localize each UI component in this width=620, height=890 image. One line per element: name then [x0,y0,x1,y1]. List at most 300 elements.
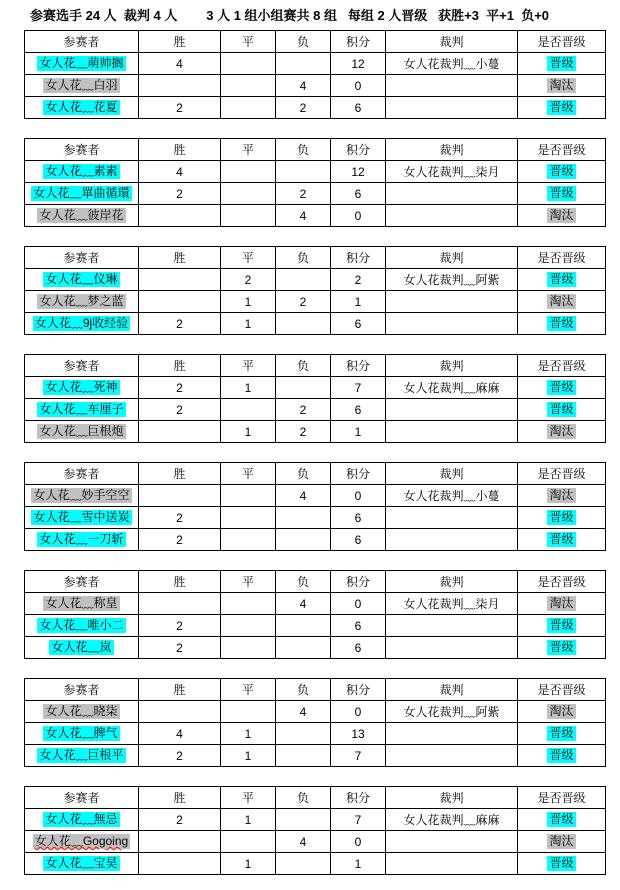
participant-name: 女人花﹏宝昊 [45,856,118,870]
result-badge: 淘汰 [549,208,574,222]
table-row [25,291,606,313]
draws-cell[interactable] [221,507,276,529]
group-table [24,786,606,875]
result-cell[interactable] [518,831,606,853]
points-cell[interactable]: 0 [331,831,386,853]
draws-cell[interactable] [221,831,276,853]
points-cell[interactable]: 0 [331,205,386,227]
losses-cell[interactable] [276,529,331,551]
result-cell[interactable] [518,421,606,443]
points-cell[interactable]: 6 [331,399,386,421]
referee-cell[interactable] [386,853,518,875]
col-header-draws: 平 [221,787,276,809]
col-header-points: 积分 [331,571,386,593]
result-badge: 晋级 [549,640,574,654]
draws-cell[interactable] [221,53,276,75]
points-cell[interactable]: 1 [331,853,386,875]
draws-cell[interactable] [221,75,276,97]
participant-cell[interactable] [25,161,139,183]
result-badge: 晋级 [549,726,574,740]
col-header-draws: 平 [221,247,276,269]
wins-cell[interactable]: 2 [139,183,221,205]
col-header-promotion: 是否晋级 [518,463,606,485]
losses-cell[interactable] [276,377,331,399]
col-header-points: 积分 [331,31,386,53]
participant-cell[interactable] [25,75,139,97]
losses-cell[interactable] [276,161,331,183]
col-header-losses: 负 [276,679,331,701]
draws-cell[interactable] [221,205,276,227]
wins-cell[interactable]: 4 [139,723,221,745]
referee-cell[interactable]: 女人花裁判﹏柒月 [386,161,518,183]
wins-cell[interactable]: 2 [139,809,221,831]
col-header-losses: 负 [276,139,331,161]
participant-name: 女人花﹏素素 [45,164,118,178]
group-table [24,678,606,767]
result-cell[interactable] [518,53,606,75]
losses-cell[interactable]: 4 [276,205,331,227]
table-row [25,615,606,637]
participant-name: 女人花﹏唯小二 [39,618,124,632]
col-header-participant: 参赛者 [25,139,139,161]
col-header-wins: 胜 [139,787,221,809]
losses-cell[interactable]: 2 [276,183,331,205]
participant-cell[interactable] [25,269,139,291]
participant-cell[interactable] [25,809,139,831]
referee-cell[interactable] [386,529,518,551]
result-badge: 晋级 [549,56,574,70]
col-header-draws: 平 [221,571,276,593]
result-cell[interactable] [518,529,606,551]
wins-cell[interactable]: 2 [139,377,221,399]
table-row [25,399,606,421]
header-row [25,571,606,593]
participant-name: 女人花﹏妙手空空 [33,488,130,502]
referee-cell[interactable] [386,183,518,205]
losses-cell[interactable]: 4 [276,485,331,507]
losses-cell[interactable]: 2 [276,399,331,421]
participant-cell[interactable] [25,377,139,399]
result-badge: 晋级 [549,100,574,114]
draws-cell[interactable]: 1 [221,291,276,313]
col-header-participant: 参赛者 [25,355,139,377]
participant-cell[interactable] [25,97,139,119]
table-row [25,831,606,853]
table-row [25,183,606,205]
points-cell[interactable]: 12 [331,161,386,183]
result-cell[interactable] [518,593,606,615]
draws-cell[interactable]: 1 [221,723,276,745]
table-row [25,313,606,335]
referee-cell[interactable] [386,97,518,119]
wins-cell[interactable] [139,831,221,853]
participant-cell[interactable] [25,53,139,75]
draws-cell[interactable] [221,161,276,183]
col-header-points: 积分 [331,355,386,377]
participant-name: 女人花﹏仪琳 [45,272,118,286]
participant-cell[interactable] [25,723,139,745]
col-header-points: 积分 [331,247,386,269]
points-cell[interactable]: 6 [331,313,386,335]
losses-cell[interactable] [276,313,331,335]
losses-cell[interactable] [276,615,331,637]
group-table [24,570,606,659]
wins-cell[interactable]: 2 [139,745,221,767]
participant-cell[interactable] [25,421,139,443]
result-cell[interactable] [518,507,606,529]
participant-cell[interactable] [25,183,139,205]
wins-cell[interactable] [139,291,221,313]
participant-cell[interactable] [25,205,139,227]
col-header-wins: 胜 [139,571,221,593]
losses-cell[interactable] [276,723,331,745]
referee-cell[interactable] [386,421,518,443]
points-cell[interactable]: 1 [331,291,386,313]
points-cell[interactable]: 6 [331,637,386,659]
referee-cell[interactable]: 女人花裁判﹏小蔓 [386,53,518,75]
table-row [25,507,606,529]
wins-cell[interactable] [139,421,221,443]
result-badge: 淘汰 [549,596,574,610]
points-cell[interactable]: 6 [331,615,386,637]
col-header-wins: 胜 [139,139,221,161]
table-row [25,205,606,227]
result-cell[interactable] [518,97,606,119]
result-badge: 晋级 [549,532,574,546]
points-cell[interactable]: 12 [331,53,386,75]
participant-cell[interactable] [25,831,139,853]
draws-cell[interactable]: 1 [221,377,276,399]
page-title: 参赛选手 24 人 裁判 4 人 3 人 1 组小组赛共 8 组 每组 2 人晋级 获胜+3 平+1 负+0 [30,8,550,23]
participant-cell[interactable] [25,853,139,875]
draws-cell[interactable] [221,183,276,205]
col-header-promotion: 是否晋级 [518,571,606,593]
col-header-participant: 参赛者 [25,31,139,53]
result-badge: 晋级 [549,164,574,178]
wins-cell[interactable] [139,701,221,723]
draws-cell[interactable] [221,529,276,551]
result-cell[interactable] [518,615,606,637]
draws-cell[interactable]: 1 [221,809,276,831]
result-cell[interactable] [518,745,606,767]
participant-name: 女人花﹏死神 [45,380,118,394]
draws-cell[interactable]: 1 [221,313,276,335]
referee-cell[interactable] [386,615,518,637]
points-cell[interactable]: 7 [331,377,386,399]
table-row [25,161,606,183]
col-header-participant: 参赛者 [25,247,139,269]
referee-cell[interactable]: 女人花裁判﹏阿紫 [386,701,518,723]
participant-name: 女人花﹏白羽 [45,78,118,92]
losses-cell[interactable] [276,53,331,75]
result-badge: 晋级 [549,618,574,632]
participant-name: 女人花﹏车厘子 [39,402,124,416]
result-cell[interactable] [518,75,606,97]
header-row [25,355,606,377]
draws-cell[interactable]: 2 [221,269,276,291]
col-header-promotion: 是否晋级 [518,355,606,377]
table-row [25,97,606,119]
result-cell[interactable] [518,269,606,291]
points-cell[interactable]: 7 [331,809,386,831]
participant-cell[interactable] [25,529,139,551]
wins-cell[interactable]: 4 [139,161,221,183]
result-cell[interactable] [518,853,606,875]
table-row [25,853,606,875]
header-row [25,463,606,485]
draws-cell[interactable] [221,701,276,723]
participant-name: 女人花﹏晓柒 [45,704,118,718]
result-badge: 淘汰 [549,834,574,848]
result-cell[interactable] [518,701,606,723]
losses-cell[interactable]: 4 [276,593,331,615]
draws-cell[interactable]: 1 [221,853,276,875]
wins-cell[interactable]: 4 [139,53,221,75]
table-row [25,377,606,399]
table-row [25,701,606,723]
result-badge: 淘汰 [549,424,574,438]
losses-cell[interactable]: 4 [276,701,331,723]
referee-cell[interactable]: 女人花裁判﹏小蔓 [386,485,518,507]
result-badge: 晋级 [549,380,574,394]
points-cell[interactable]: 7 [331,745,386,767]
draws-cell[interactable] [221,97,276,119]
participant-cell[interactable] [25,399,139,421]
result-badge: 晋级 [549,272,574,286]
col-header-draws: 平 [221,139,276,161]
participant-name: 女人花﹏單曲循環 [33,186,130,200]
table-row [25,745,606,767]
col-header-referee: 裁判 [386,571,518,593]
col-header-draws: 平 [221,679,276,701]
table-row [25,637,606,659]
wins-cell[interactable] [139,205,221,227]
result-cell[interactable] [518,399,606,421]
col-header-wins: 胜 [139,247,221,269]
draws-cell[interactable] [221,399,276,421]
participant-name: 女人花﹏脾气 [45,726,118,740]
wins-cell[interactable] [139,593,221,615]
losses-cell[interactable]: 2 [276,97,331,119]
col-header-participant: 参赛者 [25,679,139,701]
referee-cell[interactable] [386,723,518,745]
participant-name: 女人花﹏梦之蓝 [39,294,124,308]
points-cell[interactable]: 2 [331,269,386,291]
participant-name: 女人花﹏雪中送炭 [33,510,130,524]
losses-cell[interactable]: 4 [276,75,331,97]
wins-cell[interactable] [139,485,221,507]
referee-cell[interactable] [386,313,518,335]
table-row [25,421,606,443]
wins-cell[interactable]: 2 [139,637,221,659]
participant-name: 女人花﹏彼岸花 [39,208,124,222]
col-header-losses: 负 [276,247,331,269]
result-badge: 晋级 [549,510,574,524]
col-header-points: 积分 [331,679,386,701]
col-header-referee: 裁判 [386,31,518,53]
header-row [25,247,606,269]
result-badge: 晋级 [549,186,574,200]
draws-cell[interactable] [221,593,276,615]
losses-cell[interactable] [276,269,331,291]
col-header-participant: 参赛者 [25,571,139,593]
col-header-promotion: 是否晋级 [518,139,606,161]
col-header-wins: 胜 [139,355,221,377]
wins-cell[interactable]: 2 [139,529,221,551]
referee-cell[interactable] [386,399,518,421]
wins-cell[interactable]: 2 [139,507,221,529]
losses-cell[interactable] [276,637,331,659]
points-cell[interactable]: 13 [331,723,386,745]
participant-cell[interactable] [25,485,139,507]
points-cell[interactable]: 0 [331,593,386,615]
losses-cell[interactable] [276,853,331,875]
group-table [24,354,606,443]
losses-cell[interactable]: 2 [276,291,331,313]
draws-cell[interactable]: 1 [221,745,276,767]
result-badge: 晋级 [549,402,574,416]
col-header-points: 积分 [331,139,386,161]
col-header-losses: 负 [276,571,331,593]
participant-name: 女人花﹏9j收经验 [34,316,129,330]
referee-cell[interactable]: 女人花裁判﹏柒月 [386,593,518,615]
referee-cell[interactable] [386,745,518,767]
result-cell[interactable] [518,723,606,745]
wins-cell[interactable] [139,269,221,291]
table-row [25,75,606,97]
table-row [25,529,606,551]
result-cell[interactable] [518,637,606,659]
participant-cell[interactable] [25,291,139,313]
header-row [25,787,606,809]
wins-cell[interactable]: 2 [139,399,221,421]
result-badge: 晋级 [549,856,574,870]
group-table [24,462,606,551]
participant-name: 女人花﹏称皇 [45,596,118,610]
losses-cell[interactable] [276,745,331,767]
referee-cell[interactable]: 女人花裁判﹏麻麻 [386,377,518,399]
participant-cell[interactable] [25,507,139,529]
draws-cell[interactable] [221,485,276,507]
col-header-losses: 负 [276,31,331,53]
result-cell[interactable] [518,161,606,183]
col-header-points: 积分 [331,463,386,485]
result-cell[interactable] [518,485,606,507]
col-header-participant: 参赛者 [25,787,139,809]
wins-cell[interactable]: 2 [139,97,221,119]
result-badge: 淘汰 [549,294,574,308]
result-badge: 晋级 [549,748,574,762]
referee-cell[interactable] [386,507,518,529]
wins-cell[interactable] [139,853,221,875]
participant-name: 女人花﹏一刀斩 [39,532,124,546]
losses-cell[interactable]: 4 [276,831,331,853]
result-cell[interactable] [518,205,606,227]
result-cell[interactable] [518,313,606,335]
participant-cell[interactable] [25,615,139,637]
participant-name: 女人花﹏無忌 [45,812,118,826]
points-cell[interactable]: 6 [331,97,386,119]
col-header-losses: 负 [276,787,331,809]
result-cell[interactable] [518,291,606,313]
result-badge: 晋级 [549,812,574,826]
table-row [25,809,606,831]
participant-cell[interactable] [25,637,139,659]
participant-cell[interactable] [25,701,139,723]
col-header-referee: 裁判 [386,787,518,809]
participant-name: 女人花﹏萌帅搁 [39,56,124,70]
referee-cell[interactable] [386,637,518,659]
losses-cell[interactable] [276,809,331,831]
referee-cell[interactable]: 女人花裁判﹏阿紫 [386,269,518,291]
wins-cell[interactable] [139,75,221,97]
col-header-referee: 裁判 [386,679,518,701]
result-badge: 晋级 [549,316,574,330]
table-row [25,593,606,615]
points-cell[interactable]: 6 [331,529,386,551]
result-cell[interactable] [518,377,606,399]
col-header-wins: 胜 [139,31,221,53]
draws-cell[interactable]: 1 [221,421,276,443]
col-header-losses: 负 [276,463,331,485]
referee-cell[interactable]: 女人花裁判﹏麻麻 [386,809,518,831]
wins-cell[interactable]: 2 [139,313,221,335]
wins-cell[interactable]: 2 [139,615,221,637]
participant-name: 女人花﹏Gogoing [34,834,129,848]
col-header-referee: 裁判 [386,247,518,269]
col-header-draws: 平 [221,463,276,485]
points-cell[interactable]: 0 [331,485,386,507]
group-table [24,246,606,335]
participant-cell[interactable] [25,745,139,767]
referee-cell[interactable] [386,205,518,227]
points-cell[interactable]: 1 [331,421,386,443]
participant-cell[interactable] [25,313,139,335]
result-cell[interactable] [518,809,606,831]
col-header-wins: 胜 [139,679,221,701]
header-row [25,31,606,53]
referee-cell[interactable] [386,75,518,97]
result-badge: 淘汰 [549,488,574,502]
draws-cell[interactable] [221,637,276,659]
col-header-participant: 参赛者 [25,463,139,485]
losses-cell[interactable]: 2 [276,421,331,443]
losses-cell[interactable] [276,507,331,529]
col-header-promotion: 是否晋级 [518,679,606,701]
referee-cell[interactable] [386,831,518,853]
points-cell[interactable]: 6 [331,183,386,205]
col-header-wins: 胜 [139,463,221,485]
participant-name: 女人花﹏巨根炮 [39,424,124,438]
points-cell[interactable]: 6 [331,507,386,529]
col-header-losses: 负 [276,355,331,377]
group-table [24,30,606,119]
points-cell[interactable]: 0 [331,701,386,723]
col-header-promotion: 是否晋级 [518,31,606,53]
result-badge: 淘汰 [549,78,574,92]
participant-cell[interactable] [25,593,139,615]
points-cell[interactable]: 0 [331,75,386,97]
referee-cell[interactable] [386,291,518,313]
draws-cell[interactable] [221,615,276,637]
col-header-promotion: 是否晋级 [518,787,606,809]
groups-container [0,30,620,875]
col-header-draws: 平 [221,355,276,377]
col-header-points: 积分 [331,787,386,809]
col-header-referee: 裁判 [386,139,518,161]
result-cell[interactable] [518,183,606,205]
table-row [25,269,606,291]
